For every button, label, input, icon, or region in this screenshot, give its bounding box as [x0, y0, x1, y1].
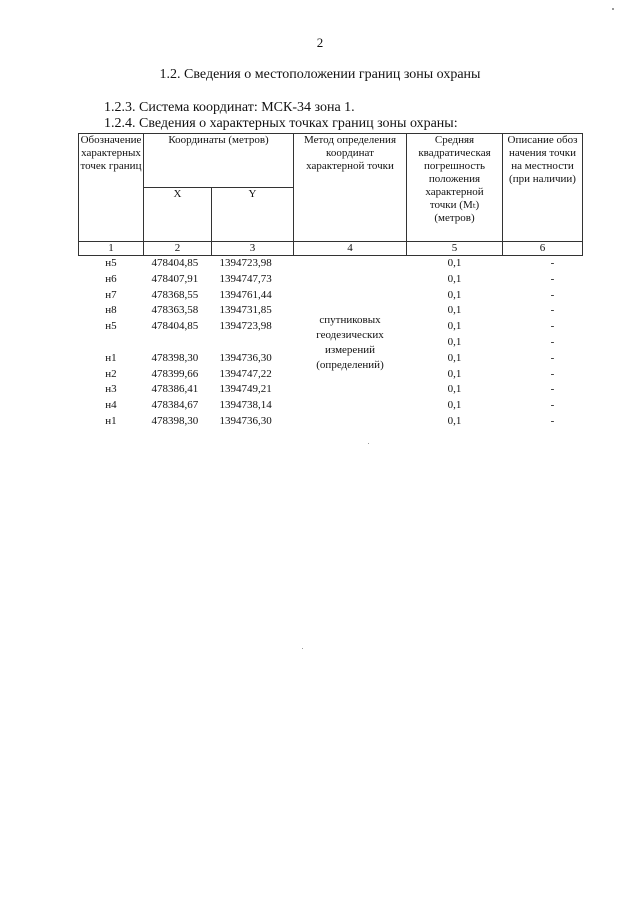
description-cell: -: [550, 288, 555, 301]
error-cell: 0,1: [447, 383, 462, 396]
coord-x-cell: 478399,66: [151, 367, 199, 380]
description-cell: -: [550, 304, 555, 317]
description-cell: -: [550, 367, 555, 380]
point-name-cell: н2: [105, 367, 117, 380]
coord-x-cell: 478384,67: [151, 399, 199, 412]
coord-y-cell: 1394761,44: [219, 288, 272, 301]
point-name-cell: н8: [105, 304, 117, 317]
point-name-cell: н7: [105, 288, 117, 301]
description-cell: -: [550, 257, 555, 269]
point-name-cell: [79, 335, 144, 351]
description-cell: -: [550, 351, 555, 364]
column-number: 3: [212, 242, 294, 256]
coord-y-cell: 1394747,22: [219, 367, 272, 380]
coord-y-cell: [212, 335, 294, 351]
error-cell: 0,1: [447, 367, 462, 380]
header-x: X: [144, 188, 212, 242]
column-number: 2: [144, 242, 212, 256]
coord-x-cell: 478398,30: [151, 414, 199, 427]
error-cell: 0,1: [447, 320, 462, 333]
scan-speck: [368, 443, 369, 444]
column-number: 6: [503, 242, 583, 256]
description-cell: -: [550, 414, 555, 427]
coordinate-system-line: 1.2.3. Система координат: МСК-34 зона 1.: [104, 100, 355, 115]
point-name-cell: н5: [105, 320, 117, 333]
error-cell: 0,1: [447, 399, 462, 412]
point-name-cell: н1: [105, 414, 117, 427]
coord-x-cell: 478407,91: [151, 272, 199, 285]
coord-y-cell: 1394731,85: [219, 304, 272, 317]
coord-y-cell: 1394749,21: [219, 383, 272, 396]
coord-x-cell: 478404,85: [151, 320, 199, 333]
header-description: Описание обозначения точки на местности (при наличии): [503, 134, 583, 242]
header-designation: Обозначение характерных точек границ: [79, 134, 144, 242]
error-cell: 0,1: [447, 351, 462, 364]
points-info-line: 1.2.4. Сведения о характерных точках границ зоны охраны:: [104, 116, 458, 131]
point-name-cell: н3: [105, 383, 117, 396]
header-error: Средняя квадратическая погрешность положения характерной точки (Mₜ) (метров): [407, 134, 503, 242]
section-heading: 1.2. Сведения о местоположении границ зоны охраны: [159, 67, 481, 82]
header-y: Y: [212, 188, 294, 242]
scan-speck: [302, 648, 303, 649]
coord-x-cell: 478386,41: [151, 383, 199, 396]
point-name-cell: н1: [105, 351, 117, 364]
boundary-points-table: [78, 133, 583, 430]
error-cell: 0,1: [447, 257, 462, 269]
table-body: [79, 256, 583, 430]
page-number: 2: [316, 35, 324, 50]
coord-x-cell: [144, 335, 212, 351]
column-number: 5: [407, 242, 503, 256]
error-cell: 0,1: [447, 288, 462, 301]
description-cell: -: [550, 335, 555, 348]
error-cell: 0,1: [447, 335, 462, 348]
point-name-cell: н5: [105, 257, 117, 269]
description-cell: -: [550, 383, 555, 396]
coord-y-cell: 1394747,73: [219, 272, 272, 285]
description-cell: -: [550, 399, 555, 412]
point-name-cell: н6: [105, 272, 117, 285]
description-cell: -: [550, 320, 555, 333]
header-coordinates: Координаты (метров): [144, 134, 294, 188]
scan-speck: [612, 8, 614, 10]
coord-x-cell: 478363,58: [151, 304, 199, 317]
description-cell: -: [550, 272, 555, 285]
coord-x-cell: 478404,85: [151, 257, 199, 269]
point-name-cell: н4: [105, 399, 117, 412]
coord-y-cell: 1394736,30: [219, 414, 272, 427]
error-cell: 0,1: [447, 304, 462, 317]
error-cell: 0,1: [447, 414, 462, 427]
header-method: Метод определения координат характерной точки: [294, 134, 407, 242]
coord-y-cell: 1394723,98: [219, 257, 272, 269]
column-number: 4: [294, 242, 407, 256]
coord-y-cell: 1394723,98: [219, 320, 272, 333]
column-number: 1: [79, 242, 144, 256]
method-cell: спутниковых геодезических измерений (определений): [316, 313, 384, 371]
error-cell: 0,1: [447, 272, 462, 285]
coord-x-cell: 478398,30: [151, 351, 199, 364]
coord-y-cell: 1394738,14: [219, 399, 272, 412]
coord-x-cell: 478368,55: [151, 288, 199, 301]
coord-y-cell: 1394736,30: [219, 351, 272, 364]
table-row: [79, 256, 583, 272]
